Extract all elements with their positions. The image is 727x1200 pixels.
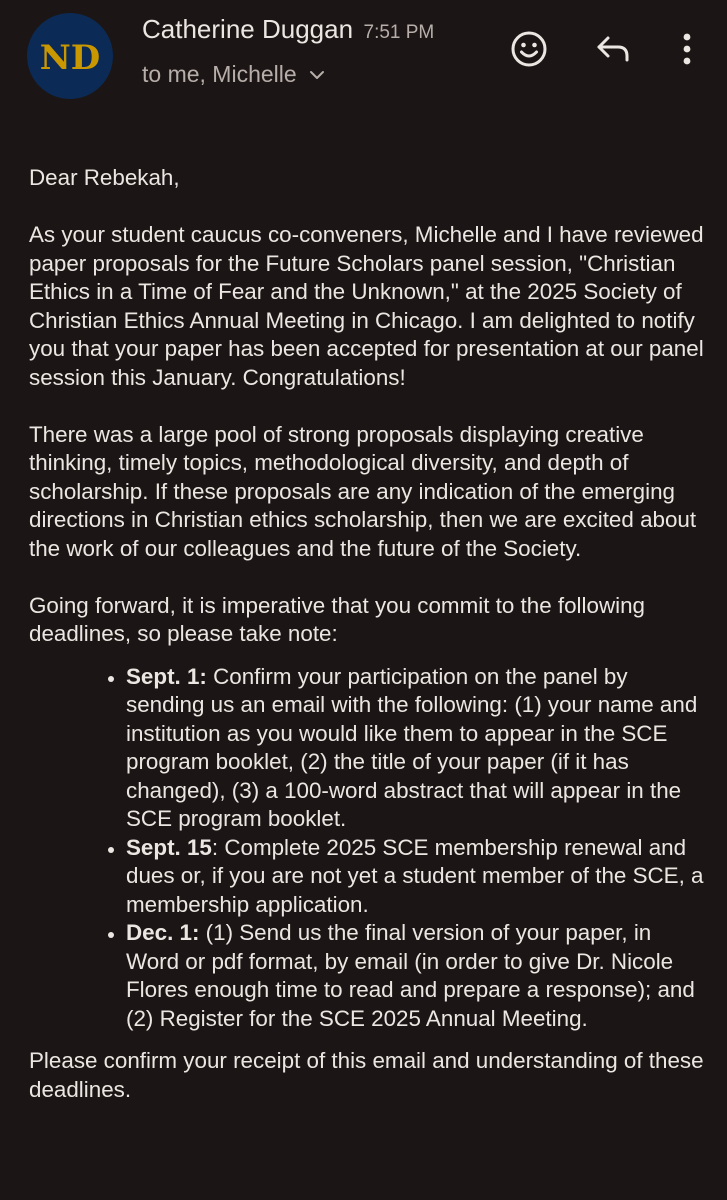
logo-monogram: ND — [39, 38, 101, 78]
deadline-label: Sept. 1: — [126, 663, 207, 689]
notre-dame-logo-icon — [39, 31, 101, 81]
email-closing: Please confirm your receipt of this email and understanding of these deadlines. — [29, 1048, 704, 1102]
chevron-down-icon — [309, 70, 325, 80]
deadline-text: (1) Send us the final version of your paper, in Word or pdf format, by email (in order to give Dr. Nicole Flores enough time to read and prepare a response); and (2) Register for the SCE 2025 Annual Meeting. — [126, 920, 695, 1031]
reply-icon — [596, 35, 632, 63]
deadline-label: Sept. 15 — [126, 834, 212, 860]
deadline-item — [126, 919, 709, 1033]
deadline-item — [126, 663, 709, 834]
deadline-text: Confirm your participation on the panel by sending us an email with the following: (1) your name and institution as you would like them to appear in the SCE program booklet, (2) the title of your paper (if it has changed), (3) a 100-word abstract that will appear in the SCE program booklet. — [126, 663, 698, 831]
email-body — [29, 164, 709, 1104]
email-header — [0, 0, 727, 110]
sent-time: 7:51 PM — [363, 22, 435, 43]
deadline-text: : Complete 2025 SCE membership renewal and dues or, if you are not yet a student member of the SCE, a membership application. — [126, 834, 704, 917]
email-greeting: Dear Rebekah, — [29, 165, 180, 190]
deadline-item — [126, 834, 709, 920]
recipients-text: to me, Michelle — [142, 61, 297, 87]
sender-name[interactable]: Catherine Duggan — [142, 14, 354, 44]
email-paragraph: As your student caucus co-conveners, Michelle and I have reviewed paper proposals for the Future Scholars panel session, "Christian Ethics in a Time of Fear and the Unknown," at the 2025 Society of Christian Ethics Annual Meeting in Chicago. I am delighted to notify you that your paper has been accepted for presentation at our panel session this January. Congratulations! — [29, 222, 704, 390]
emoji-reaction-icon — [510, 30, 548, 68]
deadline-list — [29, 663, 709, 1034]
add-reaction-button[interactable] — [506, 26, 552, 72]
reply-button[interactable] — [591, 26, 637, 72]
sender-line — [142, 14, 434, 45]
email-paragraph: Going forward, it is imperative that you commit to the following deadlines, so please take note: — [29, 592, 646, 646]
more-options-button[interactable] — [664, 26, 710, 72]
email-paragraph: There was a large pool of strong proposals displaying creative thinking, timely topics, methodological diversity, and depth of scholarship. If these proposals are any indication of the emerging directions in Christian ethics scholarship, then we are excited about the work of our colleagues and the future of the Society. — [29, 421, 697, 561]
sender-avatar[interactable] — [27, 13, 113, 99]
deadline-label: Dec. 1: — [126, 920, 200, 945]
recipients-toggle[interactable] — [142, 61, 325, 88]
more-vert-icon — [682, 33, 692, 65]
